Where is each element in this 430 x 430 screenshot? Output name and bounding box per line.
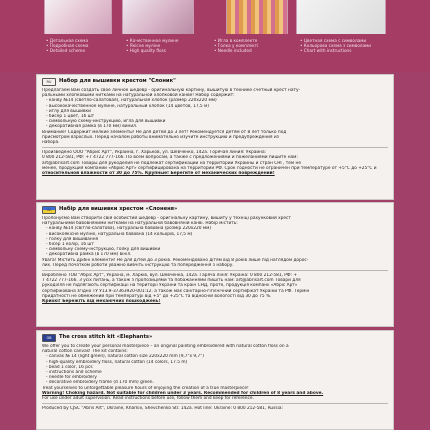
ua-kit-item: - декоративна рамка (в 170 мм) вініл. bbox=[46, 252, 132, 258]
ru-maker-line: менее, продукция компании «Абрис Арт» сертифицирована на территории РФ. Срок годности не ограничен при температуре от +5°С до +25°С и bbox=[42, 165, 377, 171]
photo-caption-2: • Качественное мулине • Якісне муліне • High quality floss bbox=[126, 38, 179, 53]
ua-kit-title: Набір для вишивки хрестом «Слоненя» bbox=[59, 206, 178, 213]
ua-kit-item: - канву №14 (світло-салатова), натуральна бавовна (розмір 220х220 мм) bbox=[46, 226, 212, 232]
ru-kit-item: - декоративная рамка (в 170 мм) винил. bbox=[46, 124, 138, 130]
ua-text-line: натуральними бавовняними нитками на натуральній бавовняній канві. Набір містить: bbox=[42, 221, 238, 227]
divider bbox=[42, 403, 388, 404]
ua-warning-line: Увага! Містить дрібні елементи! Не для дітей до 3 років. Рекомендовано дітям від 8 років лише під наглядом дорос- bbox=[42, 257, 309, 263]
en-text-line: Treat yourselves to unforgettable pleasure hours of enjoying the creation of a true masterpiece! bbox=[42, 385, 249, 391]
ru-warning-line: набора. bbox=[42, 140, 60, 146]
ua-maker-line: придатності не обмежений при температурі від +5° до +25°С та відносній вологості від 30 до 75 %. bbox=[42, 293, 272, 299]
product-photo-3 bbox=[226, 0, 288, 34]
ua-maker-line: Вироблено ТОВ "Абріс Арт", Україна, м. Харків, вул. Шевченка, 142а. Гаряча лінія: Україна: 0 800 212-581, РФ: + bbox=[42, 273, 297, 279]
en-warning-line: For use under adult supervision. Read instructions before use, follow them and keep for reference. bbox=[42, 396, 254, 402]
en-maker-line: Produced by CJSC "Abris Art", Ukraine, Kharkiv, Shevchenko Str. 142a. Hot line: Ukraine: 0 800 212-581, Russia: bbox=[42, 406, 283, 412]
ru-kit-item: - иглу для вышивки bbox=[46, 108, 91, 114]
ua-maker-line: Крихкі! Бережіть від механічних пошкоджень! bbox=[42, 299, 161, 305]
en-kit-item: - decorative embroidery frame (d 170 mm) green. bbox=[46, 380, 154, 386]
en-warning-line: Warning! Choking hazard. Not suitable for children under 3 years. Recommended for children of 8 years and above. bbox=[42, 390, 324, 396]
ua-warning-line: лих. Перед початком роботи уважно вивчіть інструкцію та попередження з набору. bbox=[42, 262, 234, 268]
ru-flag-icon: RU bbox=[42, 78, 56, 86]
en-kit-item: - canvas № 14 (light green), natural cotton size 220x220 mm (9,7"x 9,7") bbox=[46, 354, 204, 360]
divider bbox=[42, 147, 388, 148]
ua-kit-item: - високоякісне муліне, натуральна бавовна (14 кольорів, 17,5 м) bbox=[46, 231, 193, 237]
product-photo-2 bbox=[122, 0, 194, 34]
ua-description-panel bbox=[36, 202, 394, 327]
product-photo-1 bbox=[44, 0, 112, 34]
ua-text-line: Пропонуємо Вам створити свій особистий шедевр - оригінальну картину, вишиту у техніці рахунковий хрест bbox=[42, 216, 291, 221]
divider bbox=[42, 270, 388, 271]
en-title-row bbox=[42, 334, 388, 342]
ru-text-line: Предлагаем Вам создать свое личное шедевр - оригинальную картину, вышитую в технике счетный крест нату- bbox=[42, 88, 301, 93]
en-text-line: natural cotton canvas! The kit contains: bbox=[42, 349, 128, 355]
ru-warning-line: Внимание! Содержит мелкие элементы! Не для детей до 3 лет! Рекомендуется детям от 8 лет только под bbox=[42, 129, 287, 135]
ru-text-line: ральными хлопковыми нитками на натуральной хлопковой канве! Набор содержит: bbox=[42, 93, 235, 99]
ua-kit-item: - бісер 1 колір, 16 шт bbox=[46, 242, 94, 248]
photo-caption-3: • Игла в комплекте • Голка у комплекті • Needle included bbox=[214, 38, 259, 53]
ru-maker-line: Произведено ООО "Абрис Арт", Украина, г. Харьков, ул. Шевченко, 142а. Горячая линия: Украина: bbox=[42, 150, 267, 156]
ru-kit-item: - канву №14 (светло-салатовая), натуральная хлопок (размер 220х220 мм) bbox=[46, 98, 217, 104]
en-kit-item: - instructions and scheme bbox=[46, 370, 102, 376]
ru-maker-line: относительной влажности от 30 до 75%. Крупные! Берегите от механических повреждений! bbox=[42, 171, 275, 177]
ua-kit-item: - голку для вишивання bbox=[46, 236, 99, 242]
ru-description-panel bbox=[36, 74, 394, 200]
ua-maker-line: сертифікована згідно ТУ У13.9-37363920-001:12. а також має санітарно-гігієнічний сертифікат України та РФ. Термін bbox=[42, 288, 310, 294]
photo-caption-4: • Цветная схема с символами • Кольорова схема з символами • Chart with instructions bbox=[300, 38, 371, 53]
en-description-panel bbox=[36, 330, 394, 430]
ru-kit-item: - символьную схему-инструкцию, игла для вышивки bbox=[46, 119, 166, 125]
en-text-line: We offer you to create your personal masterpiece – an original painting embroidered with natural cotton floss on a bbox=[42, 344, 289, 349]
gb-flag-icon: GB bbox=[42, 334, 56, 342]
ru-kit-item: - высококачественное мулине, натуральный хлопок (14 цветов, 17,5 м) bbox=[46, 103, 209, 109]
en-kit-item: - needle for embroidery bbox=[46, 375, 97, 381]
ru-kit-title: Набор для вышивки крестом "Слоник" bbox=[59, 78, 176, 85]
ru-warning-line: присмотром взрослых. Перед началом работы внимательно изучите инструкцию и предупреждения из bbox=[42, 134, 279, 140]
ru-title-row bbox=[42, 78, 388, 86]
ua-flag-icon: UA bbox=[42, 206, 56, 214]
product-photo-4 bbox=[296, 0, 386, 34]
ua-kit-item: - символьну схему-інструкцію, голку для вишивки bbox=[46, 247, 161, 253]
en-kit-title: The cross stitch kit «Elephants» bbox=[59, 334, 153, 341]
ru-kit-item: - бисер 1 цвет, 16 шт bbox=[46, 114, 95, 120]
ua-maker-line: рукоділля не підлягають сертифікації на території України та країн СНД, проте, продукція компанії «Абріс Арт» bbox=[42, 283, 298, 289]
ua-title-row bbox=[42, 206, 388, 214]
en-kit-item: - high-quality embroidery floss, natural cotton (14 colors, 17.5 m) bbox=[46, 359, 188, 365]
en-kit-item: - bead 1 color, 16 pcs bbox=[46, 364, 93, 370]
ru-maker-line: art@abrisart.com Товары для рукоделия не подлежат сертификации на территории Украины и стран СНГ, тем не bbox=[42, 160, 301, 166]
photo-caption-1: • Детальная схема • Подробная схема • Detailed scheme bbox=[46, 38, 89, 53]
ru-maker-line: 0 800 212-581, РФ: +7 4722 777-166. По всем вопросам, а также с предложениями и пожеланиями пишите нам: bbox=[42, 155, 298, 161]
header-band bbox=[0, 0, 430, 72]
ua-maker-line: 7 4722 777-166. З усіх питань, а також з пропозиціями та побажаннями пишіть нам: art@abrisart.com Товари для bbox=[42, 278, 301, 284]
